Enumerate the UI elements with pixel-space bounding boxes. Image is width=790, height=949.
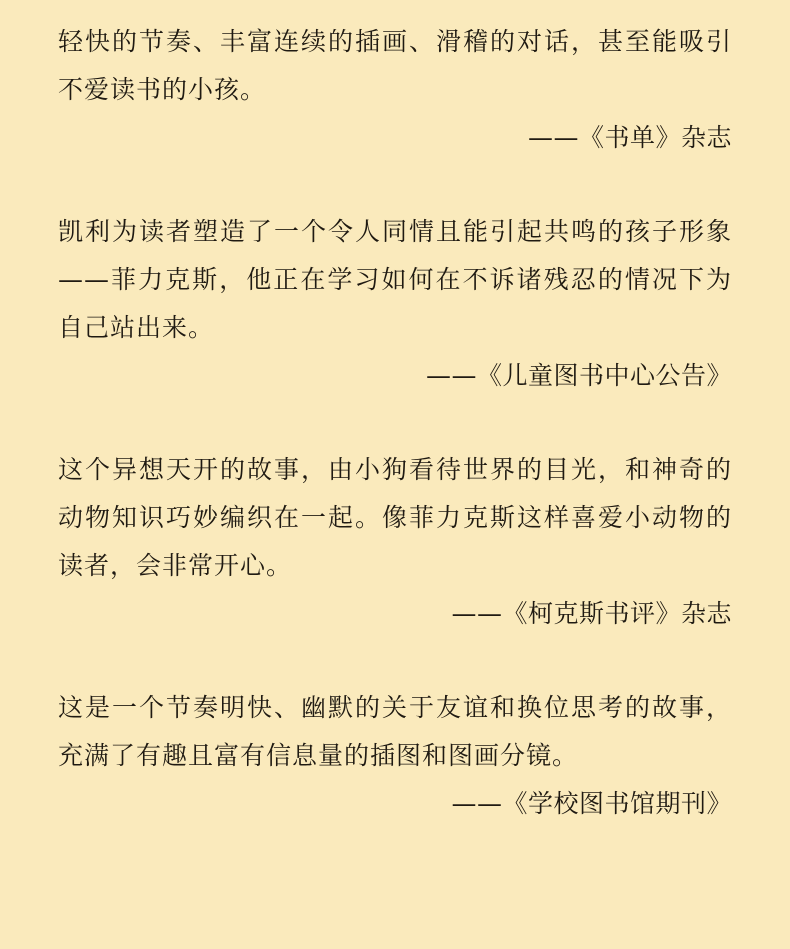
review-quote: 凯利为读者塑造了一个令人同情且能引起共鸣的孩子形象——菲力克斯，他正在学习如何在不诉诸残忍的情况下为自己站出来。 — [58, 217, 732, 342]
review-quote: 这个异想天开的故事，由小狗看待世界的目光，和神奇的动物知识巧妙编织在一起。像菲力克斯这样喜爱小动物的读者，会非常开心。 — [58, 455, 732, 580]
review-bulletin — [58, 208, 732, 400]
review-quote: 这是一个节奏明快、幽默的关于友谊和换位思考的故事，充满了有趣且富有信息量的插图和图画分镜。 — [58, 693, 732, 770]
review-quote: 轻快的节奏、丰富连续的插画、滑稽的对话，甚至能吸引不爱读书的小孩。 — [58, 27, 732, 104]
review-source: ——《柯克斯书评》杂志 — [451, 599, 732, 628]
reviews-page — [58, 18, 732, 874]
review-booklist — [58, 18, 732, 162]
review-source: ——《学校图书馆期刊》 — [451, 789, 732, 818]
review-source: ——《书单》杂志 — [527, 123, 732, 152]
review-school-library-journal — [58, 684, 732, 828]
review-kirkus — [58, 446, 732, 638]
review-source: ——《儿童图书中心公告》 — [425, 361, 732, 390]
